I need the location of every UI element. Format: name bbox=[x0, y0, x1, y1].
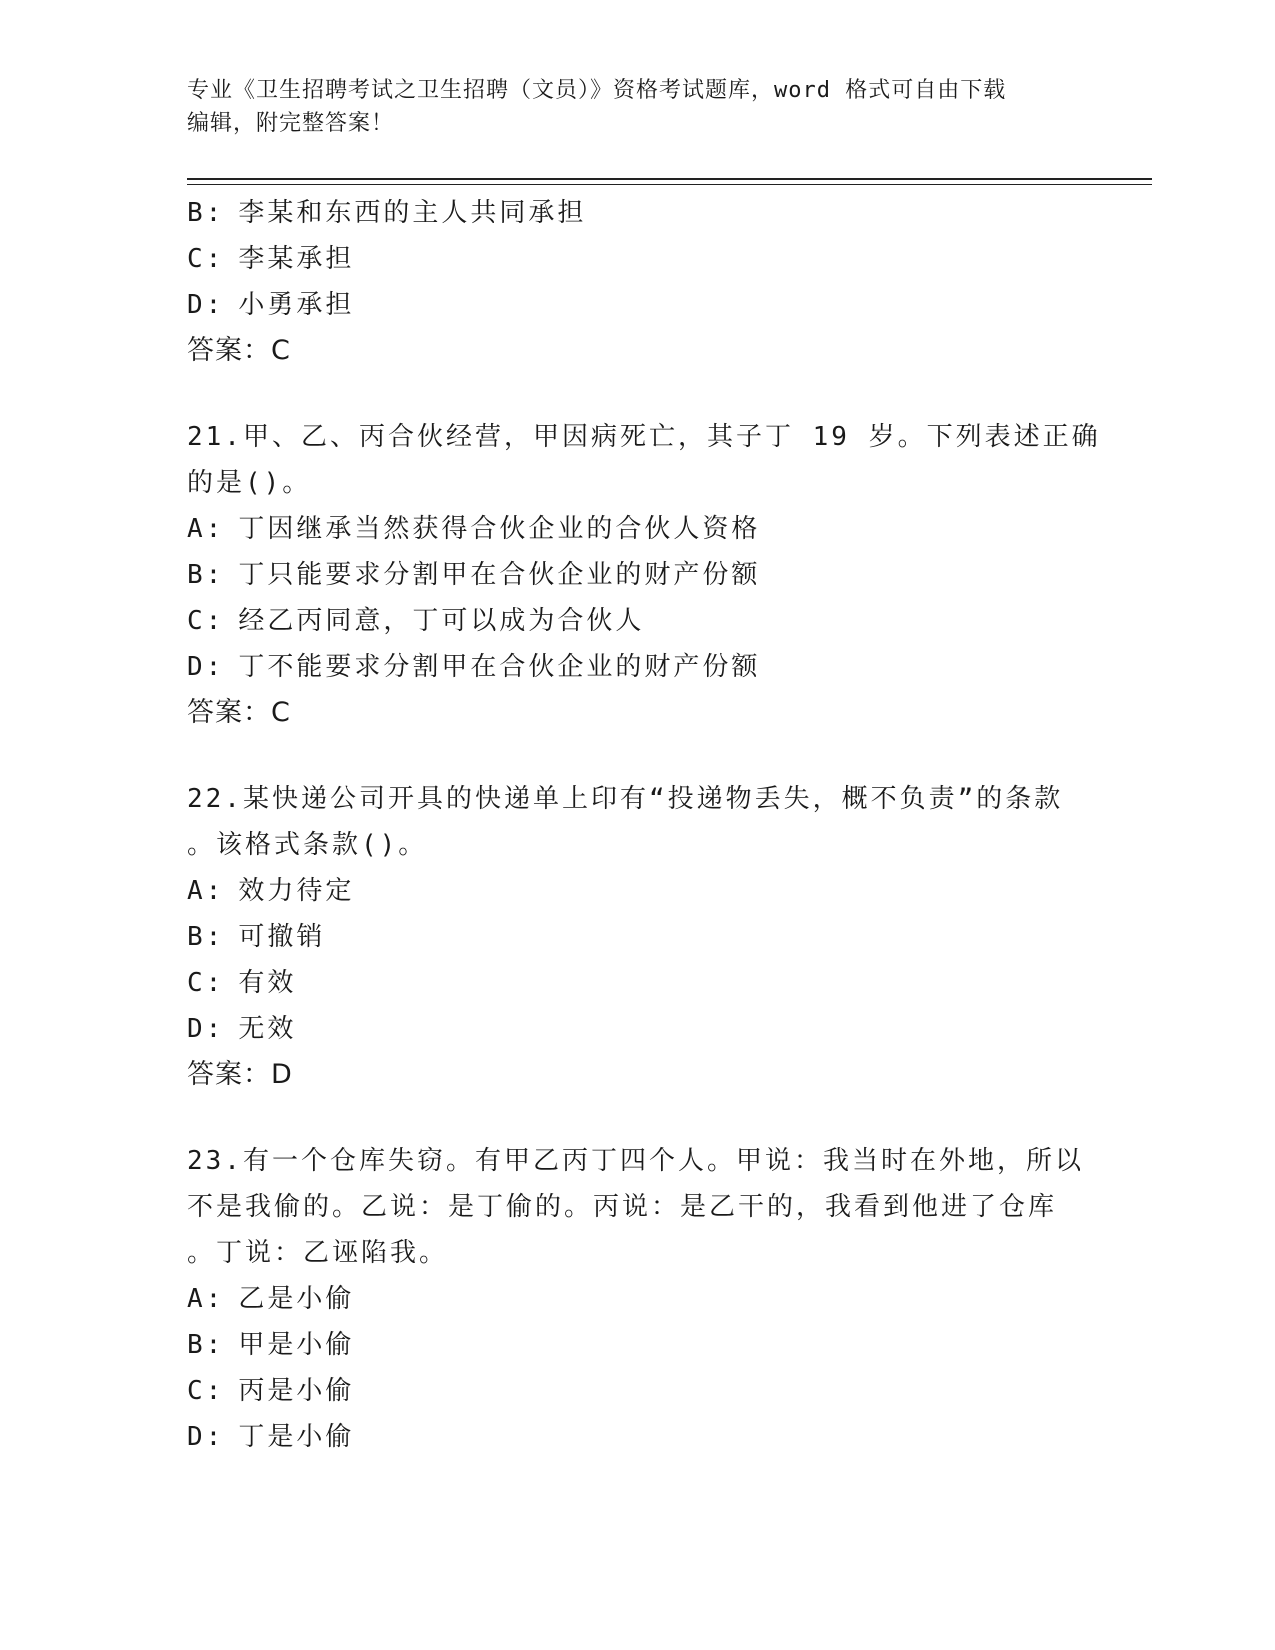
option-c bbox=[187, 1368, 1077, 1414]
question-stem-line-1: 22.某快递公司开具的快递单上印有“投递物丢失，概不负责”的条款 bbox=[187, 784, 1064, 814]
option-text: 小勇承担 bbox=[238, 290, 355, 320]
option-c bbox=[187, 960, 1077, 1006]
option-label: B: bbox=[187, 198, 225, 228]
option-text: 效力待定 bbox=[238, 876, 355, 906]
option-label: C: bbox=[187, 968, 225, 998]
spacer bbox=[187, 736, 1077, 776]
option-text: 可撤销 bbox=[238, 922, 326, 952]
header-line-1: 专业《卫生招聘考试之卫生招聘（文员）》资格考试题库，word 格式可自由下载 bbox=[187, 78, 1007, 103]
question-21 bbox=[187, 414, 1101, 736]
option-label: D: bbox=[187, 290, 225, 320]
option-label: D: bbox=[187, 1014, 225, 1044]
option-a bbox=[187, 868, 1077, 914]
option-text: 丁只能要求分割甲在合伙企业的财产份额 bbox=[238, 560, 761, 590]
option-a bbox=[187, 506, 1077, 552]
answer: 答案：C bbox=[187, 335, 291, 366]
option-c bbox=[187, 236, 1077, 282]
document-header bbox=[187, 74, 1067, 140]
option-b bbox=[187, 1322, 1077, 1368]
option-d bbox=[187, 1006, 1077, 1052]
header-rule-secondary bbox=[187, 184, 1152, 185]
option-b bbox=[187, 190, 1077, 236]
option-c bbox=[187, 598, 1077, 644]
option-label: C: bbox=[187, 1376, 225, 1406]
question-stem-line-2: 的是()。 bbox=[187, 468, 312, 498]
option-text: 甲是小偷 bbox=[238, 1330, 355, 1360]
option-label: D: bbox=[187, 652, 225, 682]
option-text: 丁是小偷 bbox=[238, 1422, 355, 1452]
option-label: C: bbox=[187, 606, 225, 636]
question-stem-line-2: 。该格式条款()。 bbox=[187, 830, 428, 860]
option-label: D: bbox=[187, 1422, 225, 1452]
option-label: B: bbox=[187, 560, 225, 590]
question-stem-line-2: 不是我偷的。乙说：是丁偷的。丙说：是乙干的，我看到他进了仓库 bbox=[187, 1192, 1058, 1222]
header-line-2: 编辑，附完整答案！ bbox=[187, 111, 395, 136]
option-text: 丁因继承当然获得合伙企业的合伙人资格 bbox=[238, 514, 761, 544]
option-text: 乙是小偷 bbox=[238, 1284, 355, 1314]
option-label: B: bbox=[187, 922, 225, 952]
option-text: 经乙丙同意，丁可以成为合伙人 bbox=[238, 606, 645, 636]
question-22 bbox=[187, 776, 1077, 1098]
question-20-continuation bbox=[187, 190, 1077, 374]
header-rule bbox=[187, 178, 1152, 180]
question-stem-line-3: 。丁说：乙诬陷我。 bbox=[187, 1238, 449, 1268]
answer: 答案：C bbox=[187, 697, 291, 728]
question-stem-line-1: 23.有一个仓库失窃。有甲乙丙丁四个人。甲说：我当时在外地，所以 bbox=[187, 1146, 1084, 1176]
option-d bbox=[187, 282, 1077, 328]
option-d bbox=[187, 1414, 1077, 1460]
question-23 bbox=[187, 1138, 1084, 1460]
option-b bbox=[187, 552, 1077, 598]
option-text: 李某承担 bbox=[238, 244, 355, 274]
option-label: A: bbox=[187, 1284, 225, 1314]
option-text: 有效 bbox=[238, 968, 297, 998]
question-stem-line-1: 21.甲、乙、丙合伙经营，甲因病死亡，其子丁 19 岁。下列表述正确 bbox=[187, 422, 1101, 452]
option-text: 李某和东西的主人共同承担 bbox=[238, 198, 587, 228]
option-label: B: bbox=[187, 1330, 225, 1360]
option-b bbox=[187, 914, 1077, 960]
question-list bbox=[187, 190, 1101, 1460]
option-d bbox=[187, 644, 1077, 690]
answer: 答案：D bbox=[187, 1059, 293, 1090]
option-label: A: bbox=[187, 514, 225, 544]
spacer bbox=[187, 374, 1077, 414]
spacer bbox=[187, 1098, 1077, 1138]
option-a bbox=[187, 1276, 1077, 1322]
option-label: A: bbox=[187, 876, 225, 906]
option-text: 丙是小偷 bbox=[238, 1376, 355, 1406]
option-label: C: bbox=[187, 244, 225, 274]
option-text: 丁不能要求分割甲在合伙企业的财产份额 bbox=[238, 652, 761, 682]
option-text: 无效 bbox=[238, 1014, 297, 1044]
